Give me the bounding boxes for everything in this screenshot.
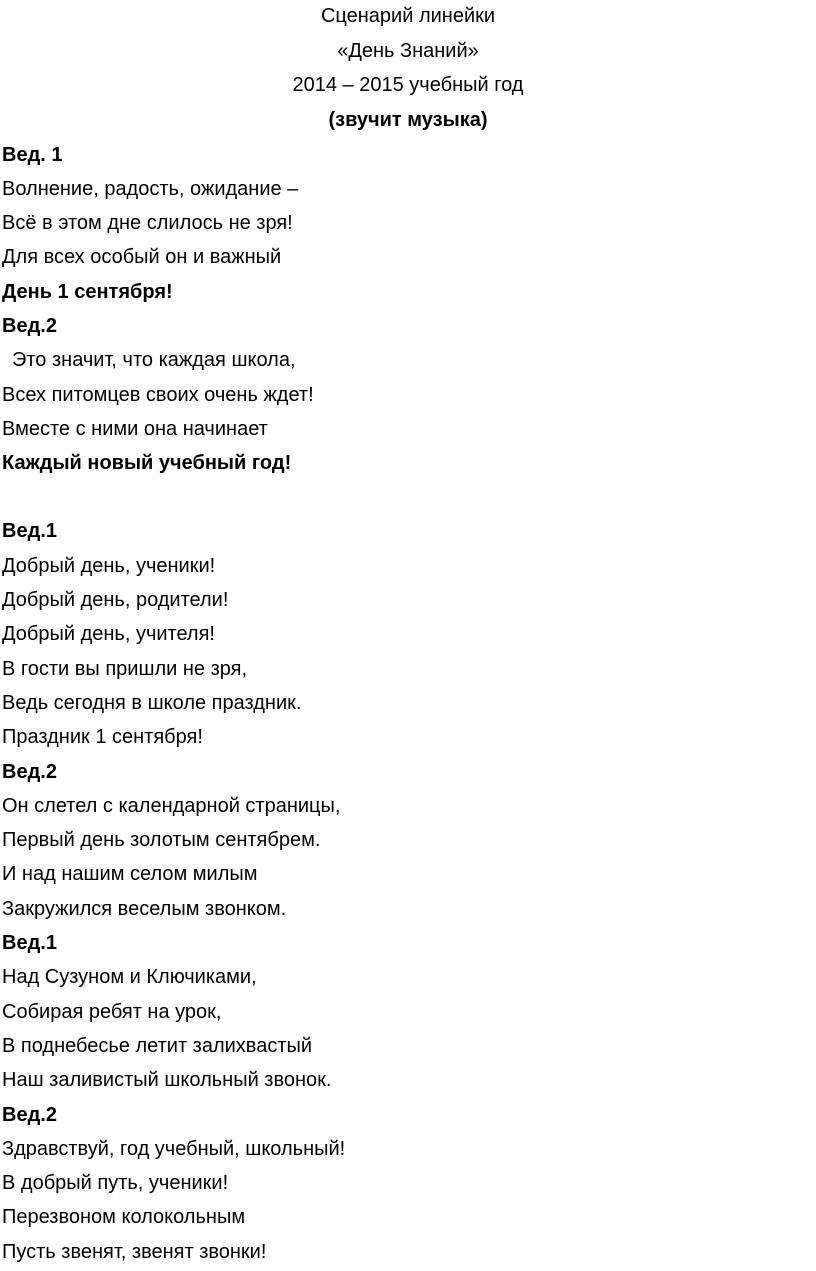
verse-line: И над нашим селом милым: [2, 863, 258, 885]
verse-line: Здравствуй, год учебный, школьный!: [2, 1138, 346, 1160]
verse-line: Для всех особый он и важный: [2, 246, 282, 268]
verse-line: Первый день золотым сентябрем.: [2, 829, 321, 851]
verse-line: Добрый день, учителя!: [2, 623, 215, 645]
verse-line: Закружился веселым звонком.: [2, 898, 287, 920]
stage-direction: (звучит музыка): [328, 109, 488, 131]
verse-line: Над Сузуном и Ключиками,: [2, 966, 257, 988]
title-line-2: «День Знаний»: [337, 40, 479, 62]
speaker-label: Вед.2: [2, 315, 57, 337]
verse-line: Добрый день, ученики!: [2, 555, 216, 577]
verse-line: Ведь сегодня в школе праздник.: [2, 692, 302, 714]
verse-line: Перезвоном колокольным: [2, 1206, 246, 1228]
verse-line: В поднебесье летит залихвастый: [2, 1035, 313, 1057]
title-line-1: Сценарий линейки: [320, 5, 496, 27]
verse-line: В добрый путь, ученики!: [2, 1172, 229, 1194]
speaker-label: Вед. 1: [2, 144, 63, 166]
verse-line: Добрый день, родители!: [2, 589, 229, 611]
verse-line: Вместе с ними она начинает: [2, 418, 268, 440]
speaker-label: Вед.2: [2, 761, 57, 783]
verse-line: Всё в этом дне слилось не зря!: [2, 212, 293, 234]
speaker-label: Вед.1: [2, 932, 57, 954]
verse-line: Он слетел с календарной страницы,: [2, 795, 341, 817]
verse-line: Пусть звенят, звенят звонки!: [2, 1241, 267, 1263]
verse-line: Волнение, радость, ожидание –: [2, 178, 299, 200]
verse-line: Это значит, что каждая школа,: [12, 349, 296, 371]
title-line-3: 2014 – 2015 учебный год: [292, 74, 524, 96]
verse-line-bold: День 1 сентября!: [2, 281, 173, 303]
verse-line-bold: Каждый новый учебный год!: [2, 452, 292, 474]
verse-line: В гости вы пришли не зря,: [2, 658, 248, 680]
speaker-label: Вед.2: [2, 1104, 57, 1126]
verse-line: Собирая ребят на урок,: [2, 1001, 222, 1023]
verse-line: Всех питомцев своих очень ждет!: [2, 384, 314, 406]
verse-line: Праздник 1 сентября!: [2, 726, 203, 748]
speaker-label: Вед.1: [2, 520, 57, 542]
verse-line: Наш заливистый школьный звонок.: [2, 1069, 332, 1091]
